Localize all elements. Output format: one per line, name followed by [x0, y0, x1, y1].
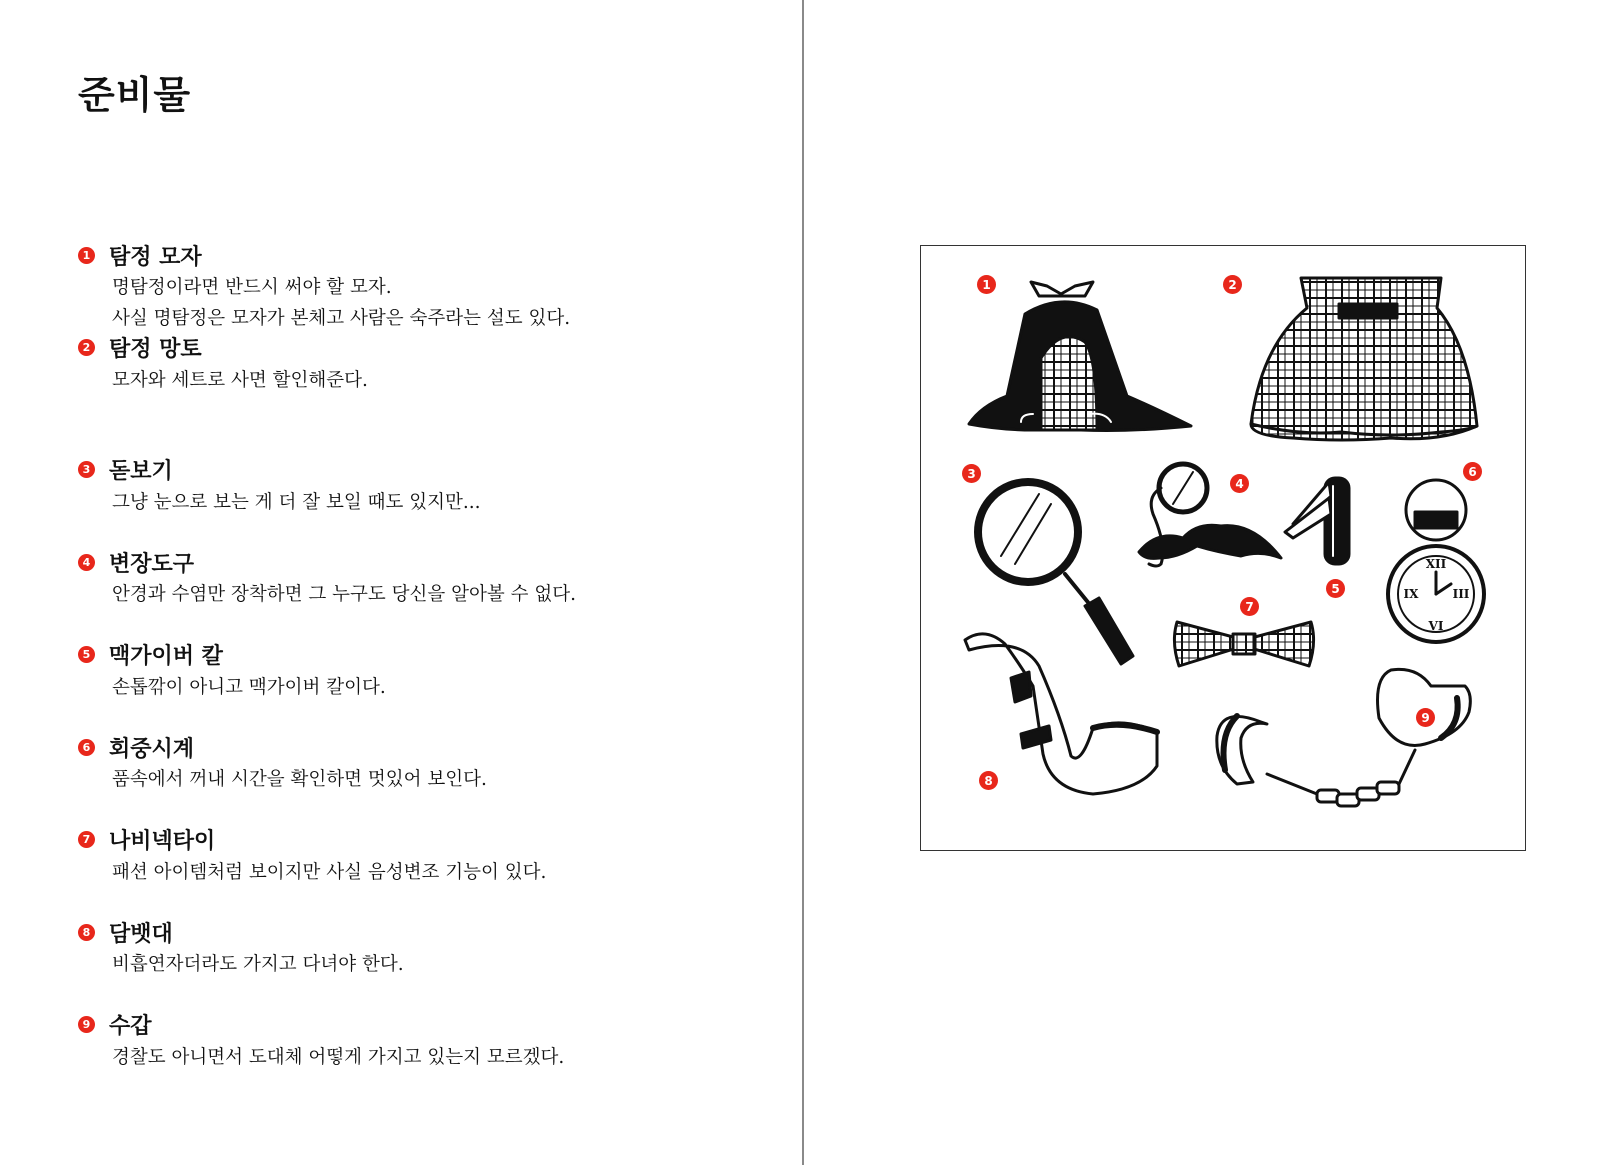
item-description: 그냥 눈으로 보는 게 더 잘 보일 때도 있지만... [112, 491, 481, 513]
item-number-badge: 1 [78, 247, 95, 264]
illustration-marker: 6 [1463, 462, 1482, 481]
list-item [78, 730, 778, 823]
item-title: 수갑 [109, 1013, 152, 1039]
item-title: 변장도구 [109, 550, 195, 577]
illustration-marker: 2 [1223, 275, 1242, 294]
illustration-frame [920, 245, 1526, 851]
right-page [804, 0, 1600, 1165]
page-title: 준비물 [78, 72, 192, 117]
item-description: 명탐정이라면 반드시 써야 할 모자. 사실 명탐정은 모자가 본체고 사람은 숙주라는 설도 있다. [112, 277, 571, 329]
list-item [78, 823, 778, 916]
item-description: 손톱깎이 아니고 맥가이버 칼이다. [112, 676, 386, 698]
list-item [78, 1008, 778, 1101]
item-number-badge: 7 [78, 831, 95, 848]
item-number-badge: 9 [78, 1016, 95, 1033]
list-item [78, 545, 778, 638]
item-number-badge: 8 [78, 924, 95, 941]
item-title: 나비넥타이 [109, 828, 216, 854]
detective-cape-icon [1251, 278, 1477, 440]
clock-numeral-xii: XII [1425, 557, 1447, 571]
list-item [78, 453, 778, 546]
illustration-marker: 1 [977, 275, 996, 294]
item-number-badge: 2 [78, 339, 95, 356]
illustration-marker: 7 [1240, 597, 1259, 616]
item-title: 탐정 모자 [109, 243, 202, 270]
item-list [78, 238, 778, 1100]
detective-hat-icon [969, 282, 1191, 431]
item-title: 맥가이버 칼 [109, 643, 223, 669]
item-title: 회중시계 [109, 735, 195, 762]
item-number-badge: 5 [78, 646, 95, 663]
item-number-badge: 3 [78, 461, 95, 478]
item-title: 탐정 망토 [109, 336, 202, 362]
item-number-badge: 4 [78, 554, 95, 571]
illustration-marker: 8 [979, 771, 998, 790]
item-description: 품속에서 꺼내 시간을 확인하면 멋있어 보인다. [112, 769, 487, 790]
item-description: 안경과 수염만 장착하면 그 누구도 당신을 알아볼 수 없다. [112, 584, 576, 605]
magnifying-glass-icon [978, 482, 1133, 664]
illustration-marker: 4 [1230, 474, 1249, 493]
clock-numeral-vi: VI [1428, 619, 1444, 633]
item-title: 담뱃대 [109, 920, 173, 947]
item-title: 돋보기 [109, 458, 173, 484]
illustration-marker: 5 [1326, 579, 1345, 598]
item-description: 모자와 세트로 사면 할인해준다. [112, 369, 368, 391]
item-description: 비흡연자더라도 가지고 다녀야 한다. [112, 954, 404, 975]
list-item [78, 331, 778, 453]
pocket-knife-icon [1285, 478, 1349, 564]
list-item [78, 638, 778, 731]
illustration-marker: 9 [1416, 708, 1435, 727]
item-description: 경찰도 아니면서 도대체 어떻게 가지고 있는지 모르겠다. [112, 1046, 565, 1068]
list-item [78, 915, 778, 1008]
disguise-kit-icon [1139, 464, 1281, 566]
bow-tie-icon [1174, 622, 1313, 666]
clock-numeral-ix: IX [1403, 587, 1419, 601]
handcuffs-icon [1217, 669, 1470, 806]
item-description: 패션 아이템처럼 보이지만 사실 음성변조 기능이 있다. [112, 861, 547, 883]
detective-items-illustration [921, 246, 1527, 852]
illustration-marker: 3 [962, 464, 981, 483]
list-item [78, 238, 778, 331]
item-number-badge: 6 [78, 739, 95, 756]
clock-numeral-iii: III [1452, 587, 1470, 601]
